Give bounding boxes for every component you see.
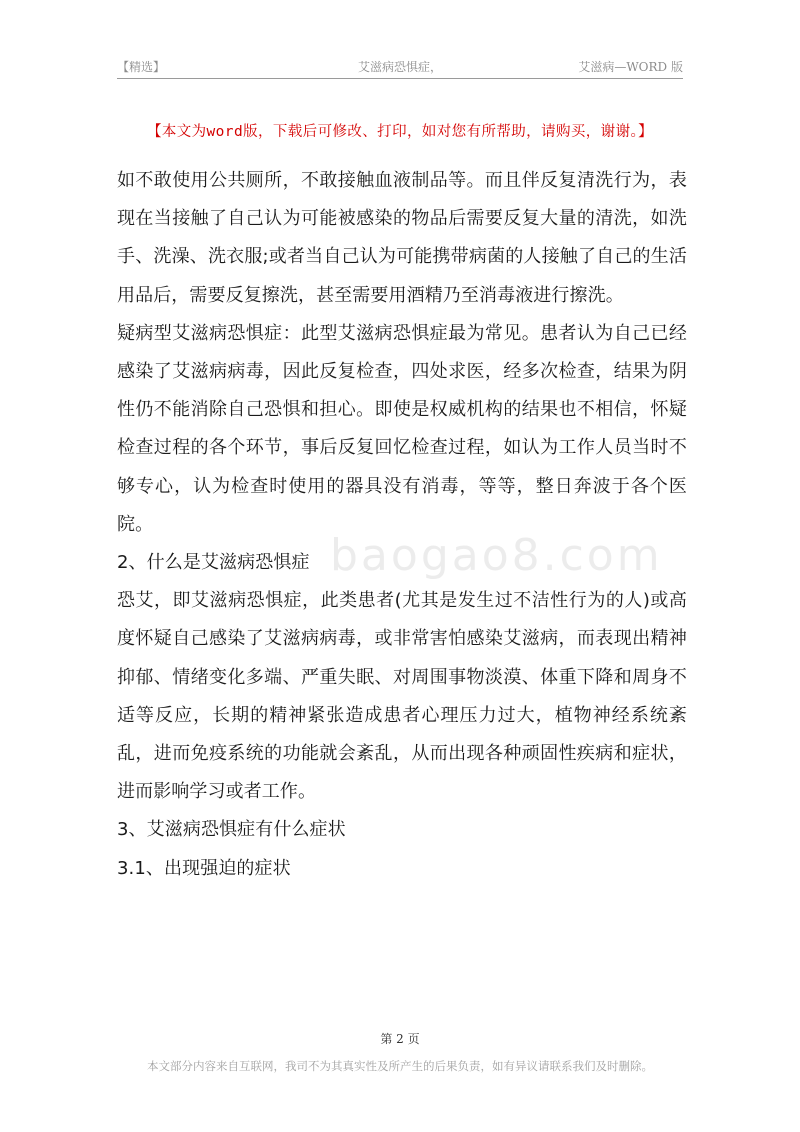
body-paragraph: 疑病型艾滋病恐惧症：此型艾滋病恐惧症最为常见。患者认为自己已经感染了艾滋病病毒，因此反复检查，四处求医，经多次检查，结果为阴性仍不能消除自己恐惧和担心。即使是权威机构的结果也不相信，怀疑检查过程的各个环节，事后反复回忆检查过程，如认为工作人员当时不够专心，认为检查时使用的器具没有消毒，等等，整日奔波于各个医院。 <box>117 322 687 535</box>
watermark: baogao8.com <box>330 530 663 581</box>
page-header <box>117 56 683 80</box>
body-paragraph: 恐艾，即艾滋病恐惧症，此类患者(尤其是发生过不洁性行为的人)或高度怀疑自己感染了艾滋病病毒，或非常害怕感染艾滋病，而表现出精神抑郁、情绪变化多端、严重失眠、对周围事物淡漠、体重下降和周身不适等反应，长期的精神紧张造成患者心理压力过大，植物神经系统紊乱，进而免疫系统的功能就会紊乱，从而出现各种顽固性疾病和症状，进而影响学习或者工作。 <box>117 590 687 803</box>
purchase-notice: 【本文为word版，下载后可修改、打印，如对您有所帮助，请购买，谢谢。】 <box>146 124 654 140</box>
subsection-heading: 3.1、出现强迫的症状 <box>117 857 291 879</box>
body-paragraph: 如不敢使用公共厕所，不敢接触血液制品等。而且伴反复清洗行为，表现在当接触了自己认为可能被感染的物品后需要反复大量的清洗，如洗手、洗澡、洗衣服;或者当自己认为可能携带病菌的人接触了自己的生活用品后，需要反复擦洗，甚至需要用酒精乃至消毒液进行擦洗。 <box>117 170 687 306</box>
header-right-label: 艾滋病—WORD 版 <box>578 60 683 74</box>
page-number: 第 2 页 <box>380 1032 420 1046</box>
header-center-title: 艾滋病恐惧症， <box>357 60 442 74</box>
header-left-label: 【精选】 <box>117 60 166 74</box>
header-divider <box>117 78 683 79</box>
section-heading: 2、什么是艾滋病恐惧症 <box>117 552 310 574</box>
document-body <box>117 162 687 888</box>
footer-disclaimer: 本文部分内容来自互联网，我司不为其真实性及所产生的后果负责，如有异议请联系我们及时删除。 <box>147 1059 653 1073</box>
section-heading: 3、艾滋病恐惧症有什么症状 <box>117 819 346 841</box>
